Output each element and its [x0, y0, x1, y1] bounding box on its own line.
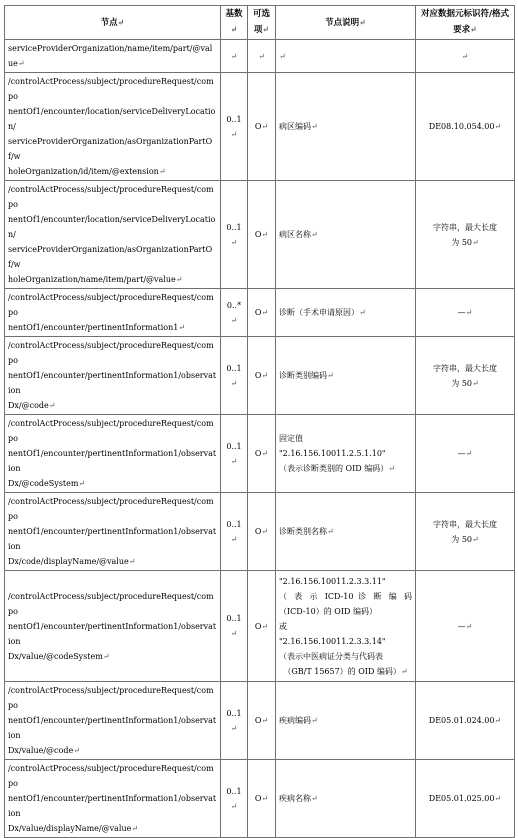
optional-cell: O ↵: [248, 337, 276, 415]
optional-cell: O ↵: [248, 73, 276, 181]
cardinality-cell: 0..* ↵: [221, 289, 248, 337]
table-row: [5, 415, 515, 493]
optional-cell: O ↵: [248, 181, 276, 289]
cardinality-cell: 0..1 ↵: [221, 493, 248, 571]
node-path-cell: /controlActProcess/subject/procedureRequest/compo nentOf1/encounter/pertinentInformation1/observation Dx/value/@codeSystem ↵: [5, 571, 221, 682]
spec-table: [4, 5, 515, 838]
table-row: [5, 73, 515, 181]
description-cell: 诊断（手术申请原因） ↵: [276, 289, 416, 337]
format-cell: — ↵: [416, 289, 515, 337]
optional-cell: O ↵: [248, 289, 276, 337]
cardinality-cell: 0..1 ↵: [221, 571, 248, 682]
table-body: [5, 40, 515, 838]
format-cell: 字符串，最大长度 为 50 ↵: [416, 337, 515, 415]
table-header-row: [5, 6, 515, 40]
format-cell: DE05.01.024.00 ↵: [416, 682, 515, 760]
optional-cell: O ↵: [248, 760, 276, 838]
header-optional: 可选项 ↵: [248, 6, 276, 40]
header-description: 节点说明 ↵: [276, 6, 416, 40]
description-cell: "2.16.156.10011.2.3.3.11" （ 表 示 ICD-10 诊 断 编 码 （ICD-10）的 OID 编码） 或 "2.16.156.10011.2.3.3.14" （表示中医病证分类与代码表 （GB/T 15657）的 OID 编码） ↵: [276, 571, 416, 682]
format-cell: DE08.10.054.00 ↵: [416, 73, 515, 181]
node-path-cell: /controlActProcess/subject/procedureRequest/compo nentOf1/encounter/pertinentInformation1/observation Dx/code/displayName/@value ↵: [5, 493, 221, 571]
format-cell: 字符串，最大长度 为 50 ↵: [416, 181, 515, 289]
header-format: 对应数据元标识符/格式要求 ↵: [416, 6, 515, 40]
table-row: [5, 289, 515, 337]
description-cell: 诊断类别编码 ↵: [276, 337, 416, 415]
description-cell: 病区名称 ↵: [276, 181, 416, 289]
description-cell: 诊断类别名称 ↵: [276, 493, 416, 571]
node-path-cell: /controlActProcess/subject/procedureRequest/compo nentOf1/encounter/pertinentInformation1 ↵: [5, 289, 221, 337]
header-cardinality: 基数 ↵: [221, 6, 248, 40]
table-row: [5, 181, 515, 289]
node-path-cell: serviceProviderOrganization/name/item/part/@value ↵: [5, 40, 221, 73]
description-cell: 疾病编码 ↵: [276, 682, 416, 760]
cardinality-cell: 0..1 ↵: [221, 760, 248, 838]
table-row: [5, 682, 515, 760]
header-node: 节点 ↵: [5, 6, 221, 40]
node-path-cell: /controlActProcess/subject/procedureRequest/compo nentOf1/encounter/location/serviceDeliveryLocation/ serviceProviderOrganization/asOrganizationPartOf/w holeOrganization/id/item/@extension ↵: [5, 73, 221, 181]
description-cell: [276, 40, 416, 73]
table-row: [5, 40, 515, 73]
node-path-cell: /controlActProcess/subject/procedureRequest/compo nentOf1/encounter/location/serviceDeliveryLocation/ serviceProviderOrganization/asOrganizationPartOf/w holeOrganization/name/item/part/@value ↵: [5, 181, 221, 289]
table-row: [5, 571, 515, 682]
node-path-cell: /controlActProcess/subject/procedureRequest/compo nentOf1/encounter/pertinentInformation1/observation Dx/value/displayName/@value ↵: [5, 760, 221, 838]
cardinality-cell: 0..1 ↵: [221, 73, 248, 181]
description-cell: 疾病名称 ↵: [276, 760, 416, 838]
node-path-cell: /controlActProcess/subject/procedureRequest/compo nentOf1/encounter/pertinentInformation1/observation Dx/@codeSystem ↵: [5, 415, 221, 493]
table-row: [5, 493, 515, 571]
optional-cell: O ↵: [248, 415, 276, 493]
cardinality-cell: 0..1 ↵: [221, 415, 248, 493]
description-cell: 固定值 "2.16.156.10011.2.5.1.10" （表示诊断类别的 OID 编码） ↵: [276, 415, 416, 493]
cardinality-cell: 0..1 ↵: [221, 337, 248, 415]
description-cell: 病区编码 ↵: [276, 73, 416, 181]
table-row: [5, 337, 515, 415]
optional-cell: O ↵: [248, 493, 276, 571]
cardinality-cell: 0..1 ↵: [221, 181, 248, 289]
format-cell: — ↵: [416, 415, 515, 493]
format-cell: [416, 40, 515, 73]
format-cell: — ↵: [416, 571, 515, 682]
optional-cell: O ↵: [248, 571, 276, 682]
table-row: [5, 760, 515, 838]
node-path-cell: /controlActProcess/subject/procedureRequest/compo nentOf1/encounter/pertinentInformation1/observation Dx/@code ↵: [5, 337, 221, 415]
cardinality-cell: 0..1 ↵: [221, 682, 248, 760]
optional-cell: [248, 40, 276, 73]
format-cell: 字符串，最大长度 为 50 ↵: [416, 493, 515, 571]
node-path-cell: /controlActProcess/subject/procedureRequest/compo nentOf1/encounter/pertinentInformation1/observation Dx/value/@code ↵: [5, 682, 221, 760]
optional-cell: O ↵: [248, 682, 276, 760]
format-cell: DE05.01.025.00 ↵: [416, 760, 515, 838]
cardinality-cell: [221, 40, 248, 73]
